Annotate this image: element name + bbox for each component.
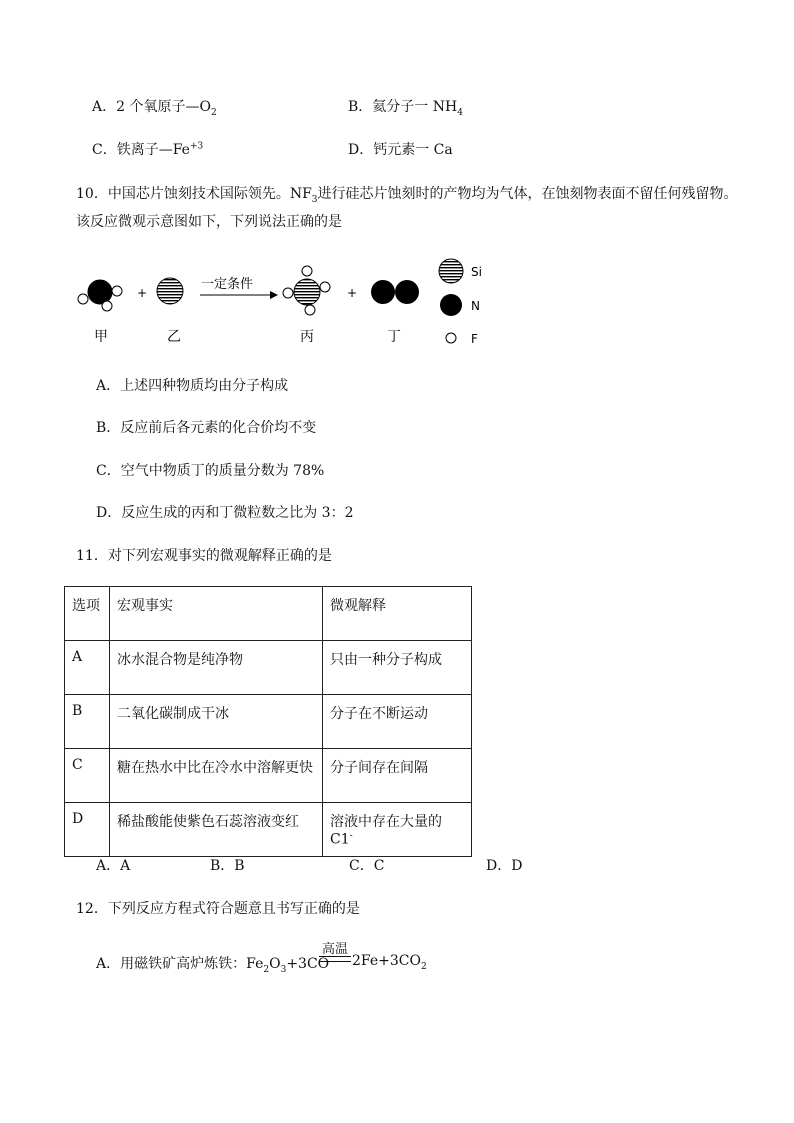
table-cell: 溶液中存在大量的 C1- [323,803,472,857]
q12-option-a: A．用磁铁矿高炉炼铁：$Fe_2O_3+3CO$ [96,956,330,975]
molecule-ding [371,280,419,304]
table-cell: A [65,641,110,695]
table-cell: B [65,695,110,749]
q10-option-b: B．反应前后各元素的化合价均不变 [96,420,317,436]
label-ding: 丁 [387,329,401,345]
header-cell: 选项 [65,587,110,641]
table-cell: 只由一种分子构成 [323,641,472,695]
q10-option-a: A．上述四种物质均由分子构成 [96,378,289,394]
plus-1: + [137,286,148,300]
molecule-yi [157,278,183,304]
table-header-row [65,587,472,641]
header-cell: 宏观事实 [110,587,323,641]
table-row [65,803,472,857]
table-row [65,641,472,695]
header-cell: 微观解释 [323,587,472,641]
q9-option-d: D．钙元素一 Ca [348,142,453,158]
q11-table [64,586,472,857]
q9-option-a: A．2 个氧原子$—O_2$ [92,99,217,118]
q11-option-b: B．B [210,858,245,874]
equals-sign [319,956,351,962]
q11-option-c: C．C [349,858,385,874]
table-cell: 稀盐酸能使紫色石蕊溶液变红 [110,803,323,857]
reaction-condition: 高温 [321,942,348,957]
legend-si-label: Si [471,265,482,279]
table-row [65,749,472,803]
legend-n-icon [440,294,462,316]
table-cell: 二氧化碳制成干冰 [110,695,323,749]
legend-n-label: N [471,299,480,313]
q11-stem: 11．对下列宏观事实的微观解释正确的是 [76,548,332,564]
plus-2: + [347,286,358,300]
q12-equation-right: $2Fe+3CO_2$ [352,953,427,972]
arrow-label: 一定条件 [201,277,254,292]
table-cell: 冰水混合物是纯净物 [110,641,323,695]
q12-stem: 12．下列反应方程式符合题意且书写正确的是 [76,901,360,917]
q9-option-b: B．氦分子一 $NH_4$ [348,99,463,118]
q10-stem-line2: 该反应微观示意图如下，下列说法正确的是 [76,214,342,230]
q10-option-d: D．反应生成的丙和丁微粒数之比为 3：2 [96,505,354,521]
table-cell: C [65,749,110,803]
legend-f-icon [446,333,456,343]
legend-f-label: F [471,332,478,346]
molecule-jia [78,280,122,311]
q10-option-c: C．空气中物质丁的质量分数为 78% [96,463,325,479]
label-yi: 乙 [167,329,181,345]
q9-option-c: C．铁离子$—Fe^{+3}$ [92,141,204,158]
molecule-bing [283,266,330,315]
arrow-head [270,291,278,299]
table-cell: 糖在热水中比在冷水中溶解更快 [110,749,323,803]
reaction-diagram [70,255,500,350]
table-row [65,695,472,749]
label-bing: 丙 [300,329,314,345]
table-cell: 分子间存在间隔 [323,749,472,803]
table-cell: 分子在不断运动 [323,695,472,749]
table-cell: D [65,803,110,857]
q11-option-d: D．D [486,858,523,874]
q10-stem-line1: 10．中国芯片蚀刻技术国际领先。$NF_3$进行硅芯片蚀刻时的产物均为气体，在蚀刻物表面不留任何残留物。 [76,186,738,205]
q11-option-a: A．A [96,858,131,874]
legend-si-icon [439,259,463,283]
label-jia: 甲 [94,329,108,345]
